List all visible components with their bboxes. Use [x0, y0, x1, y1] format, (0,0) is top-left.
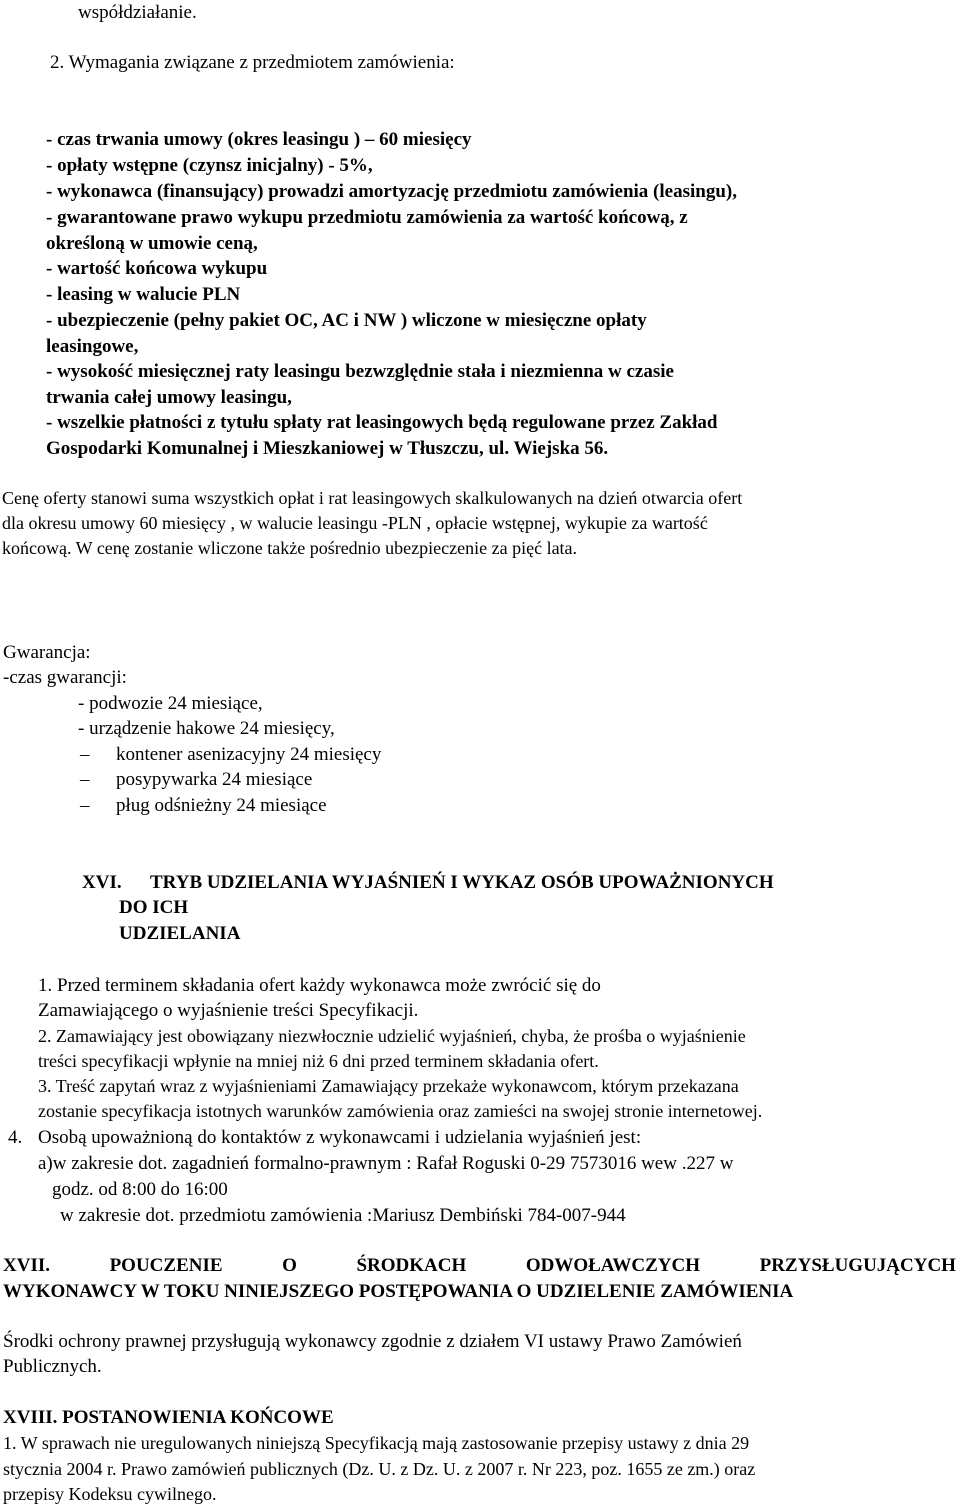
requirement-line: - opłaty wstępne (czynsz inicjalny) - 5%, — [46, 155, 373, 176]
heading-word: XVII. — [3, 1255, 50, 1276]
warranty-item-dash: – — [80, 795, 90, 816]
paragraph-line: Środki ochrony prawnej przysługują wykonawcy zgodnie z działem VI ustawy Prawo Zamówień — [3, 1331, 742, 1352]
paragraph-line: treści specyfikacji wpłynie na mniej niż 6 dni przed terminem składania ofert. — [38, 1051, 599, 1071]
paragraph-line: Osobą upoważnioną do kontaktów z wykonawcami i udzielania wyjaśnień jest: — [38, 1127, 642, 1148]
paragraph-line: zostanie specyfikacja istotnych warunków zamówienia oraz zamieści na swojej stronie internetowej. — [38, 1101, 763, 1121]
paragraph-line: a)w zakresie dot. zagadnień formalno-prawnym : Rafał Roguski 0-29 7573016 wew .227 w — [38, 1153, 734, 1174]
paragraph-line: 1. Przed terminem składania ofert każdy wykonawca może zwrócić się do — [38, 975, 601, 996]
paragraph-line: przepisy Kodeksu cywilnego. — [3, 1484, 217, 1504]
section-number: XVI. — [82, 872, 122, 893]
requirement-line: - wysokość miesięcznej raty leasingu bezwzględnie stała i niezmienna w czasie — [46, 361, 674, 382]
warranty-item: - podwozie 24 miesiące, — [78, 693, 263, 714]
paragraph-line: 3. Treść zapytań wraz z wyjaśnieniami Zamawiający przekaże wykonawcom, którym przekazana — [38, 1076, 739, 1096]
requirement-line: - gwarantowane prawo wykupu przedmiotu zamówienia za wartość końcową, z — [46, 207, 688, 228]
warranty-item: pług odśnieżny 24 miesiące — [116, 795, 327, 816]
section-heading: XVIII. POSTANOWIENIA KOŃCOWE — [3, 1407, 334, 1428]
paragraph-line: 1. W sprawach nie uregulowanych niniejszą Specyfikacją mają zastosowanie przepisy ustawy z dnia 29 — [3, 1433, 750, 1453]
heading-word: PRZYSŁUGUJĄCYCH — [759, 1255, 956, 1276]
section-heading-line — [3, 1256, 956, 1275]
paragraph-line: 2. Zamawiający jest obowiązany niezwłocznie udzielić wyjaśnień, chyba, że prośba o wyjaśnienie — [38, 1026, 746, 1046]
requirement-line: - czas trwania umowy (okres leasingu ) – 60 miesięcy — [46, 129, 472, 150]
requirement-line: Gospodarki Komunalnej i Mieszkaniowej w Tłuszczu, ul. Wiejska 56. — [46, 438, 609, 459]
paragraph-line: w zakresie dot. przedmiotu zamówienia :Mariusz Dembiński 784-007-944 — [60, 1205, 626, 1226]
warranty-item-dash: – — [80, 769, 90, 790]
section-heading-line: WYKONAWCY W TOKU NINIEJSZEGO POSTĘPOWANIA O UDZIELENIE ZAMÓWIENIA — [3, 1281, 794, 1302]
warranty-heading: Gwarancja: — [3, 642, 91, 663]
paragraph-line: Publicznych. — [3, 1356, 102, 1377]
paragraph-line: końcową. W cenę zostanie wliczone także pośrednio ubezpieczenie za pięć lata. — [2, 538, 578, 558]
heading-word: O — [282, 1255, 297, 1276]
heading-word: ODWOŁAWCZYCH — [525, 1255, 701, 1276]
warranty-period-label: -czas gwarancji: — [3, 667, 127, 688]
warranty-item: kontener asenizacyjny 24 miesięcy — [116, 744, 382, 765]
list-number: 4. — [8, 1127, 23, 1148]
paragraph-line: dla okresu umowy 60 miesięcy , w walucie leasingu -PLN , opłacie wstępnej, wykupie za wartość — [2, 513, 708, 533]
text-line: współdziałanie. — [78, 2, 197, 23]
paragraph-line: Cenę oferty stanowi suma wszystkich opłat i rat leasingowych skalkulowanych na dzień otwarcia ofert — [2, 488, 743, 508]
requirement-line: - ubezpieczenie (pełny pakiet OC, AC i NW ) wliczone w miesięczne opłaty — [46, 310, 647, 331]
requirement-line: leasingowe, — [46, 336, 139, 357]
warranty-item: posypywarka 24 miesiące — [116, 769, 313, 790]
warranty-item: - urządzenie hakowe 24 miesięcy, — [78, 718, 335, 739]
section-title: UDZIELANIA — [119, 923, 241, 944]
requirement-line: - wykonawca (finansujący) prowadzi amortyzację przedmiotu zamówienia (leasingu), — [46, 181, 737, 202]
requirement-line: określoną w umowie ceną, — [46, 233, 258, 254]
requirement-line: - leasing w walucie PLN — [46, 284, 241, 305]
warranty-item-dash: – — [80, 744, 90, 765]
paragraph-line: godz. od 8:00 do 16:00 — [52, 1179, 228, 1200]
requirement-line: - wartość końcowa wykupu — [46, 258, 268, 279]
heading-word: POUCZENIE — [109, 1255, 223, 1276]
paragraph-line: stycznia 2004 r. Prawo zamówień publicznych (Dz. U. z Dz. U. z 2007 r. Nr 223, poz. 1655 ze zm.) oraz — [3, 1459, 756, 1479]
paragraph-line: Zamawiającego o wyjaśnienie treści Specyfikacji. — [38, 1000, 419, 1021]
requirement-line: trwania całej umowy leasingu, — [46, 387, 292, 408]
section-title: DO ICH — [119, 897, 189, 918]
requirement-line: - wszelkie płatności z tytułu spłaty rat leasingowych będą regulowane przez Zakład — [46, 412, 718, 433]
heading-word: ŚRODKACH — [356, 1255, 467, 1276]
section-heading: 2. Wymagania związane z przedmiotem zamówienia: — [50, 52, 455, 73]
section-title: TRYB UDZIELANIA WYJAŚNIEŃ I WYKAZ OSÓB UPOWAŻNIONYCH — [150, 872, 774, 893]
